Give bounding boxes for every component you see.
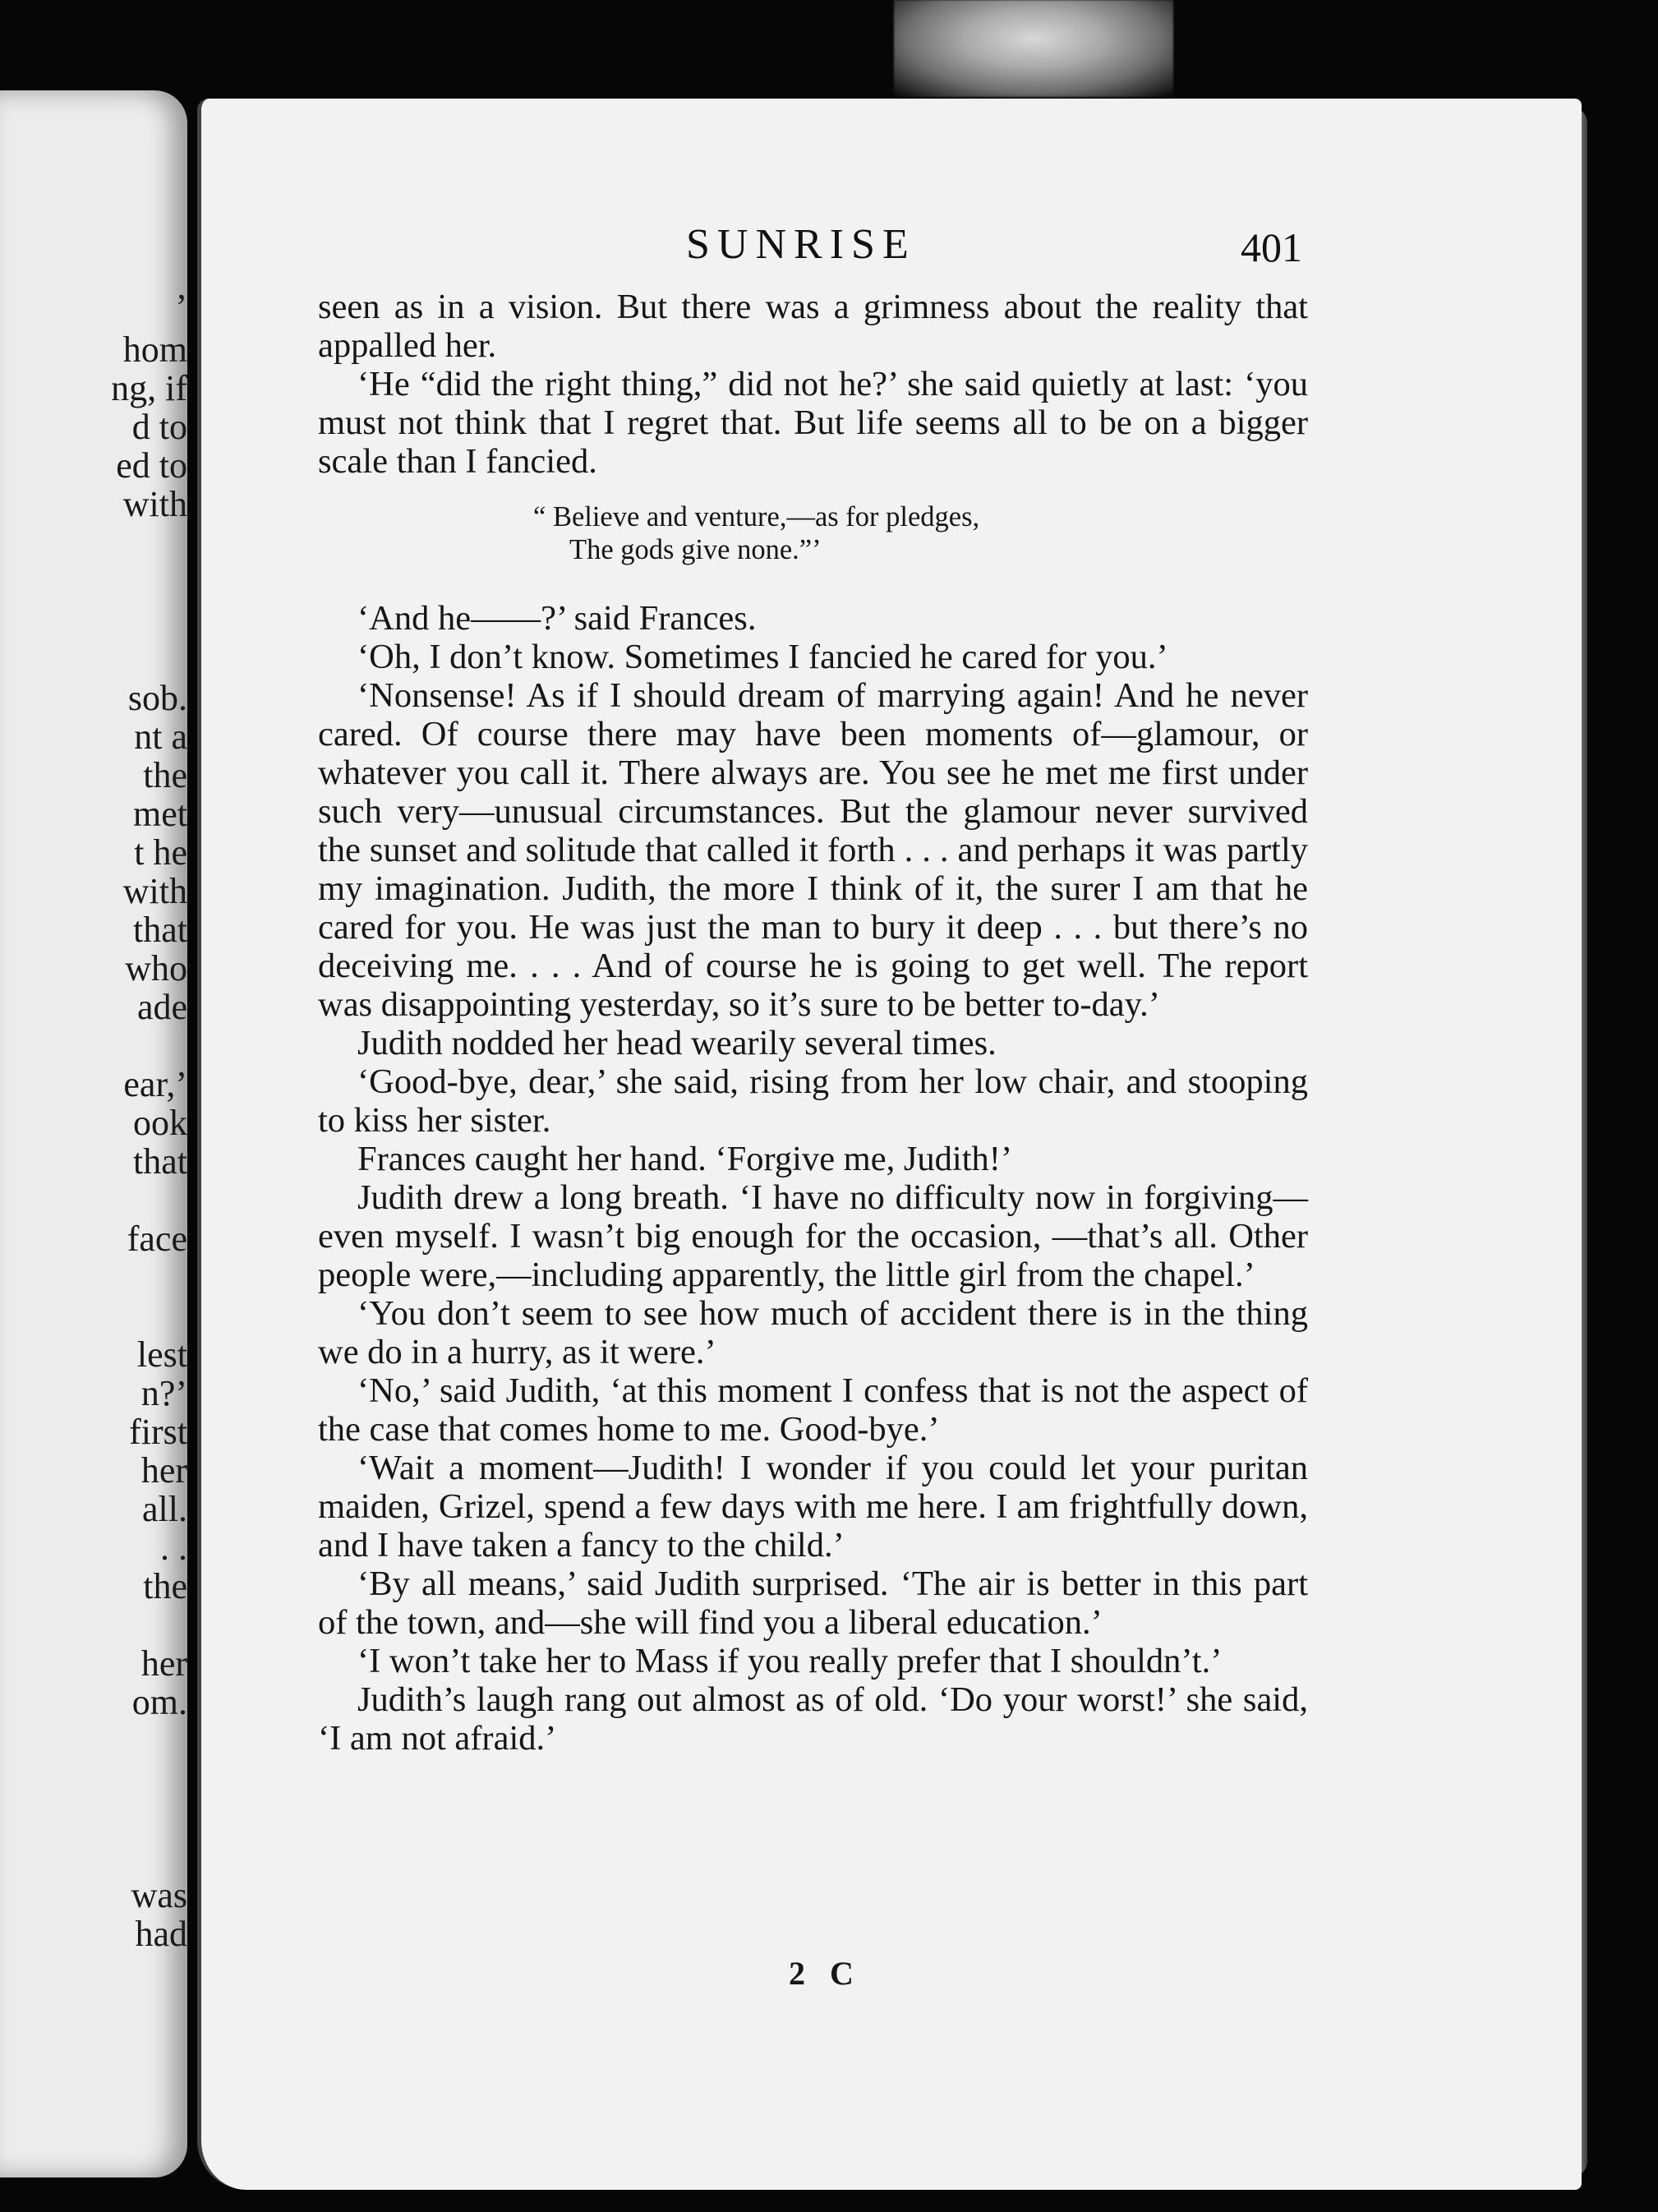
page-number: 401: [1241, 224, 1302, 270]
left-page-fragment: d to: [131, 407, 187, 447]
left-page-fragment: her: [140, 1450, 187, 1491]
running-head: SUNRISE: [686, 221, 916, 268]
left-page-fragment: ng, if: [111, 368, 187, 408]
verse-line: The gods give none.”’: [569, 534, 822, 565]
left-page-fragment: n?’: [140, 1373, 187, 1413]
left-page-fragment: her: [140, 1643, 187, 1684]
left-page-fragment: first: [129, 1412, 187, 1452]
left-page-fragment: with: [122, 484, 187, 524]
left-page-fragment: ade: [136, 987, 187, 1027]
left-page-fragment: met: [133, 794, 187, 834]
left-page-fragment: face: [127, 1219, 187, 1259]
left-page-fragment: was: [131, 1875, 187, 1915]
paragraph: ‘No,’ said Judith, ‘at this moment I confess that is not the aspect of the case that comes home to me. Good-bye.’: [318, 1371, 1308, 1449]
paragraph: ‘I won’t take her to Mass if you really prefer that I shouldn’t.’: [357, 1642, 1223, 1680]
torn-paper-tab: [894, 0, 1173, 97]
left-page-fragment: ook: [133, 1103, 187, 1143]
paragraph: Judith drew a long breath. ‘I have no difficulty now in forgiving—even myself. I wasn’t big enough for the occasion, —that’s all. Other people were,—including apparently, the little girl from the chapel.’: [318, 1178, 1308, 1294]
left-page-fragment: all.: [142, 1489, 187, 1529]
verse-line: “ Believe and venture,—as for pledges,: [533, 501, 980, 532]
left-page-fragment: t he: [134, 832, 187, 873]
left-page-fragment: om.: [131, 1682, 187, 1722]
left-page-fragment: that: [133, 910, 187, 950]
left-page-fragment: lest: [136, 1334, 187, 1375]
left-page-fragment: who: [125, 948, 187, 988]
left-page-fragment: had: [135, 1914, 187, 1954]
paragraph: ‘Wait a moment—Judith! I wonder if you could let your puritan maiden, Grizel, spend a few days with me here. I am frightfully down, and I have taken a fancy to the child.’: [318, 1449, 1308, 1565]
verse-quotation: [318, 500, 1308, 566]
left-page-fragment: with: [122, 871, 187, 911]
paragraph: seen as in a vision. But there was a grimness about the reality that appalled her.: [318, 288, 1308, 365]
body-text: [318, 288, 1308, 1758]
paragraph: ‘You don’t seem to see how much of accident there is in the thing we do in a hurry, as it were.’: [318, 1294, 1308, 1371]
left-page-fragment: that: [133, 1141, 187, 1182]
paragraph: ‘He “did the right thing,” did not he?’ she said quietly at last: ‘you must not think that I regret that. But life seems all to be on a bigger scale than I fancied.: [318, 365, 1308, 481]
paragraph: ‘And he——?’ said Frances.: [357, 599, 757, 638]
left-page-fragment: the: [143, 1566, 187, 1606]
left-page-fragment: hom: [122, 329, 187, 370]
paragraph: ‘Nonsense! As if I should dream of marrying again! And he never cared. Of course there may have been moments of—glamour, or whatever you call it. There always are. You see he met me first under such very—unusual circumstances. But the glamour never survived the sunset and solitude that called it forth . . . and perhaps it was partly my imagination. Judith, the more I think of it, the surer I am that he cared for you. He was just the man to bury it deep . . . but there’s no deceiving me. . . . And of course he is going to get well. The report was disappointing yesterday, so it’s sure to be better to-day.’: [318, 676, 1308, 1024]
left-page-fragment: nt a: [134, 717, 187, 757]
printer-signature-mark: 2 C: [789, 1955, 862, 1992]
paragraph: Judith’s laugh rang out almost as of old. ‘Do your worst!’ she said, ‘I am not afraid.’: [318, 1680, 1308, 1758]
left-page-fragment: the: [143, 755, 187, 795]
left-facing-page: [0, 90, 187, 2177]
left-page-fragment: ear,’: [123, 1064, 187, 1104]
left-page-fragment: ed to: [116, 445, 187, 486]
paragraph: ‘Good-bye, dear,’ she said, rising from her low chair, and stooping to kiss her sister.: [318, 1062, 1308, 1140]
paragraph: ‘By all means,’ said Judith surprised. ‘The air is better in this part of the town, and—she will find you a liberal education.’: [318, 1565, 1308, 1642]
paragraph: ‘Oh, I don’t know. Sometimes I fancied he cared for you.’: [357, 638, 1168, 676]
left-page-fragment: ’: [175, 287, 187, 327]
left-page-fragment: . .: [160, 1528, 187, 1568]
paragraph: Frances caught her hand. ‘Forgive me, Judith!’: [357, 1140, 1013, 1178]
paragraph: Judith nodded her head wearily several times.: [357, 1024, 997, 1062]
left-page-fragment: sob.: [127, 678, 187, 718]
